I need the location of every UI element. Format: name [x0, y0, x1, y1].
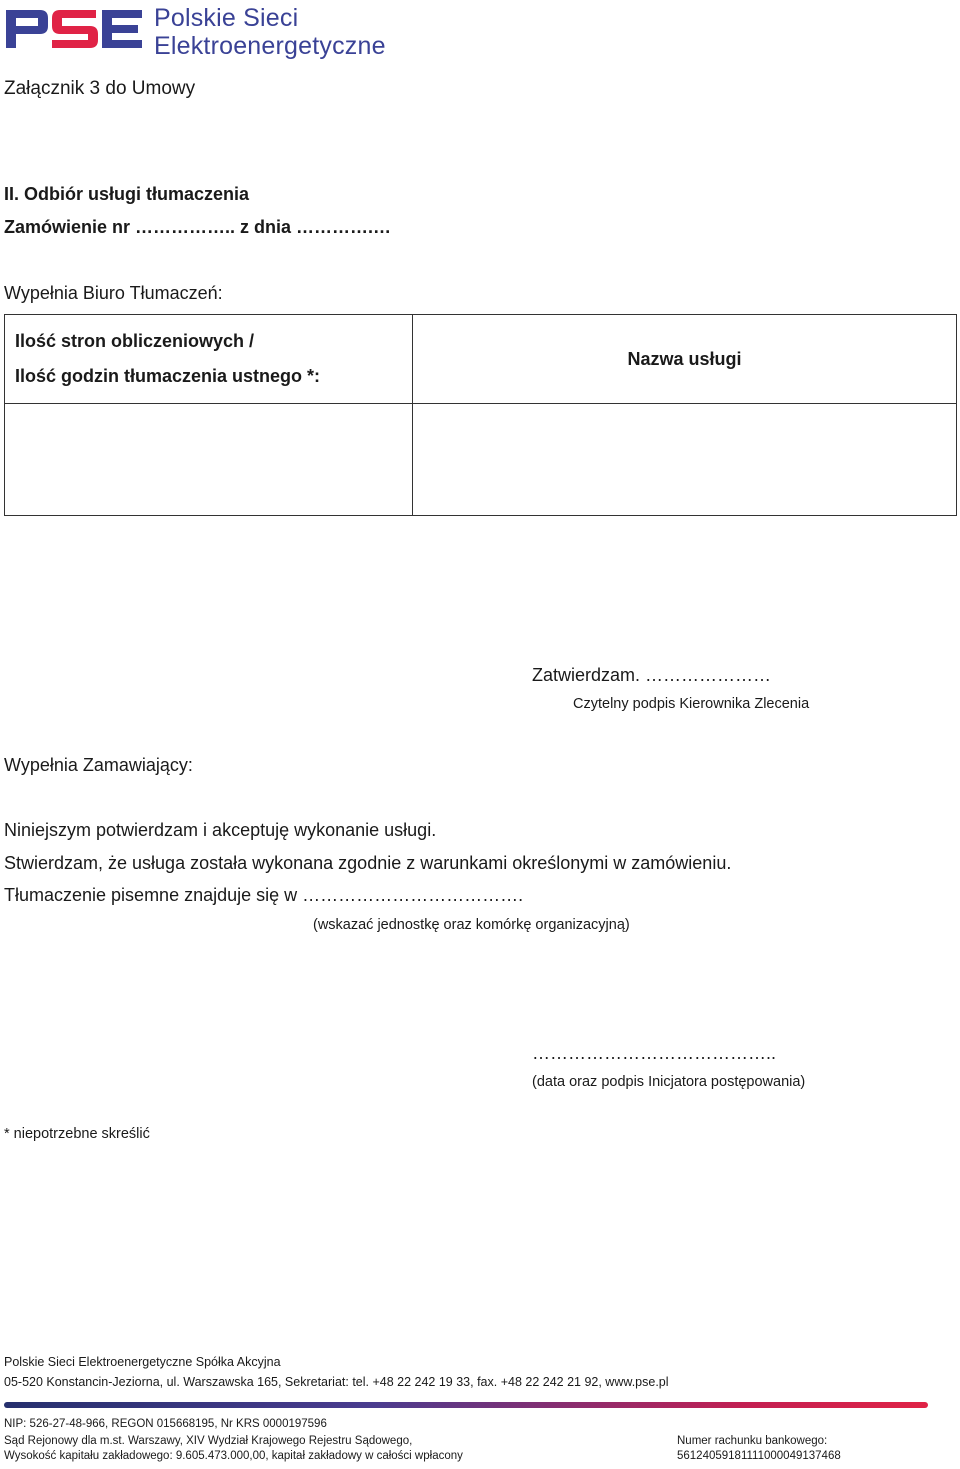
footer-capital: Wysokość kapitału zakładowego: 9.605.473.000,00, kapitał zakładowy w całości wpłacony [4, 1450, 463, 1462]
footer-address: 05-520 Konstancin-Jeziorna, ul. Warszawska 165, Sekretariat: tel. +48 22 242 19 33, fax. +48 22 242 21 92, www.pse.pl [4, 1375, 669, 1389]
footer-court: Sąd Rejonowy dla m.st. Warszawy, XIV Wydział Krajowego Rejestru Sądowego, [4, 1435, 413, 1447]
approve-caption: Czytelny podpis Kierownika Zlecenia [573, 696, 810, 712]
service-name-input-cell[interactable] [413, 404, 957, 516]
section-title: II. Odbiór usługi tłumaczenia [4, 184, 250, 204]
footer-nip: NIP: 526-27-48-966, REGON 015668195, Nr KRS 0000197596 [4, 1418, 327, 1430]
signature-dots: ………………………………….. [532, 1043, 777, 1063]
confirm-line-2: Stwierdzam, że usługa została wykonana zgodnie z warunkami określonymi w zamówieniu. [4, 853, 732, 873]
order-line: Zamówienie nr …………….. z dnia ………….… [4, 217, 392, 237]
footer-account-number: 56124059181111000049137468 [677, 1450, 841, 1462]
footer-divider [4, 1402, 928, 1408]
header-cell-service-name [413, 315, 957, 404]
client-label: Wypełnia Zamawiający: [4, 755, 193, 775]
quantity-header-line1: Ilość stron obliczeniowych / [15, 331, 255, 351]
footnote: * niepotrzebne skreślić [4, 1126, 150, 1142]
signature-caption: (data oraz podpis Inicjatora postępowania) [532, 1074, 806, 1090]
logo-line2: Elektroenergetyczne [154, 32, 386, 60]
footer-company: Polskie Sieci Elektroenergetyczne Spółka Akcyjna [4, 1355, 281, 1369]
location-caption: (wskazać jednostkę oraz komórkę organizacyjną) [313, 917, 630, 933]
pse-logo-mark [4, 4, 144, 54]
quantity-header-line2: Ilość godzin tłumaczenia ustnego *: [15, 366, 321, 386]
confirm-line-1: Niniejszym potwierdzam i akceptuję wykonanie usługi. [4, 820, 437, 840]
bureau-label: Wypełnia Biuro Tłumaczeń: [4, 283, 223, 303]
pse-logo [4, 4, 414, 60]
logo-line1: Polskie Sieci [154, 4, 299, 32]
footer-account-label: Numer rachunku bankowego: [677, 1435, 828, 1447]
service-name-header: Nazwa usługi [627, 348, 742, 369]
service-table [4, 314, 957, 516]
annex-title: Załącznik 3 do Umowy [4, 78, 196, 99]
quantity-input-cell[interactable] [5, 404, 413, 516]
location-line: Tłumaczenie pisemne znajduje się w ………………………………. [4, 885, 524, 905]
header-cell-quantity [5, 315, 413, 404]
approve-line: Zatwierdzam. ………………… [532, 665, 772, 685]
